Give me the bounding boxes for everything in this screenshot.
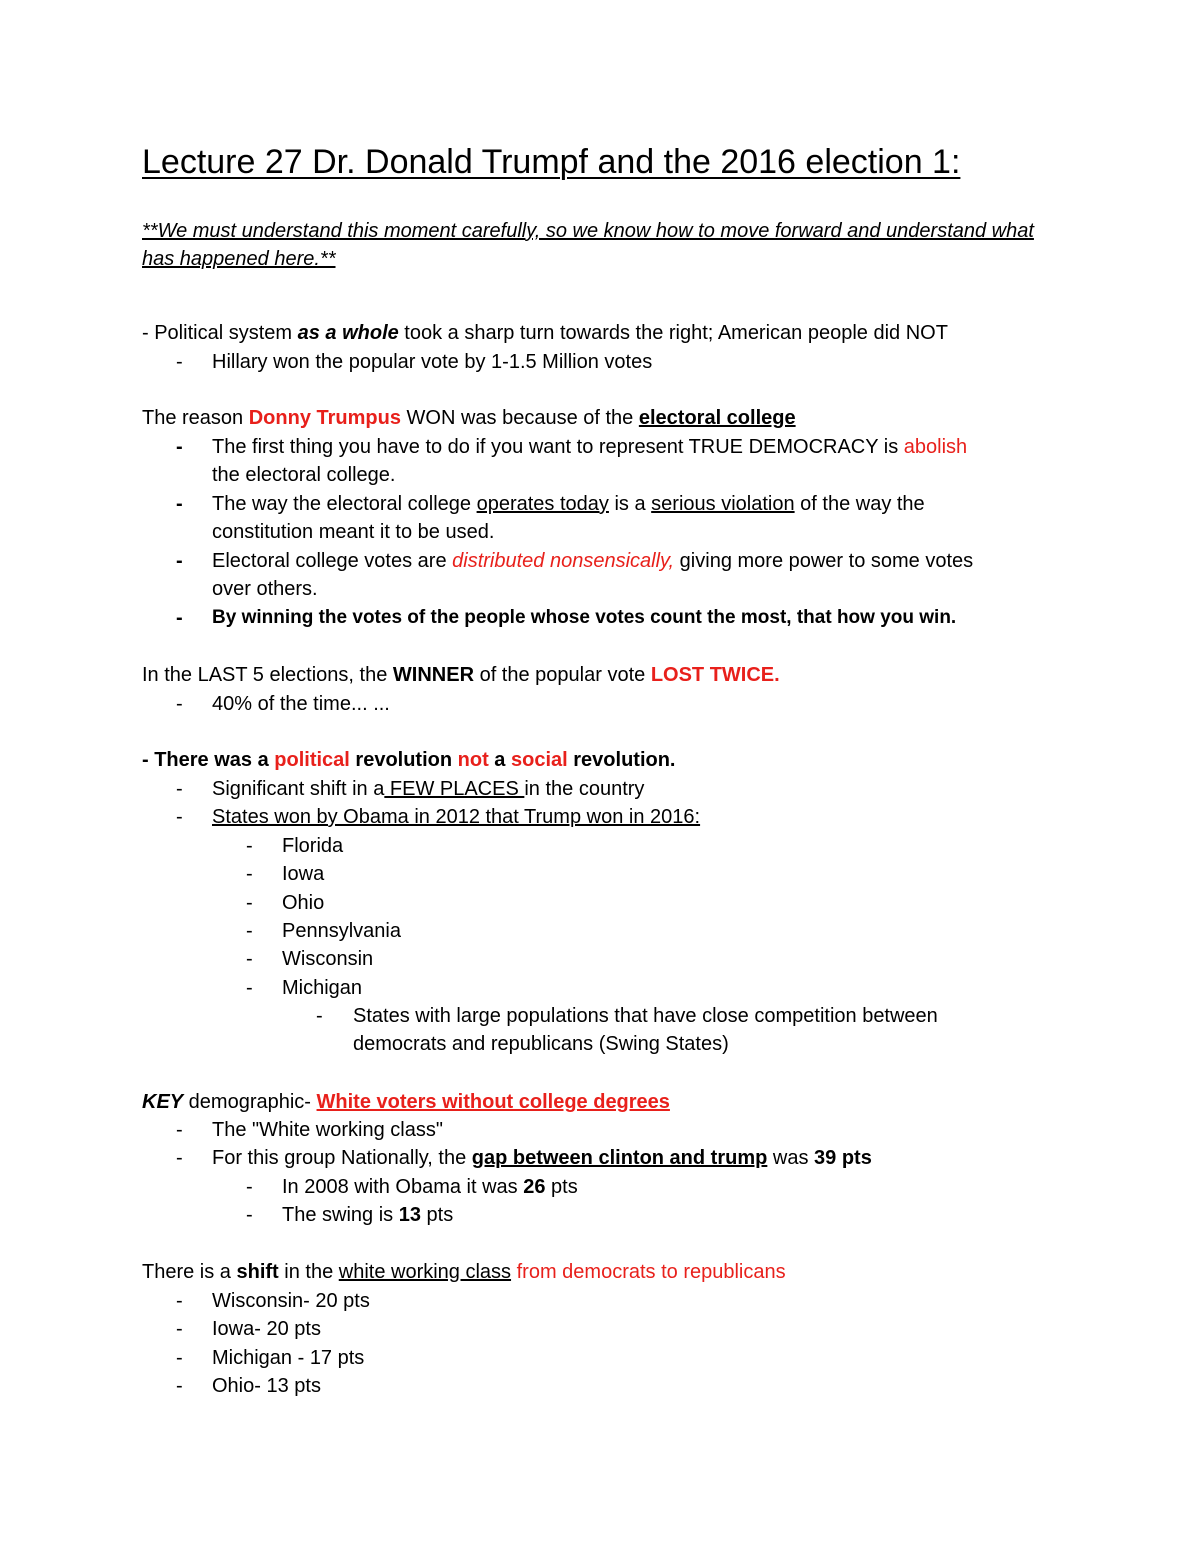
text-span: The way the electoral college xyxy=(212,493,477,515)
bold-value: 13 xyxy=(398,1204,421,1226)
text-span: - Political system xyxy=(142,322,298,344)
bullet-dash: - xyxy=(176,1119,183,1141)
bullet-dash: - xyxy=(246,1204,253,1226)
bullet-dash: - xyxy=(176,550,183,572)
paragraph-political-system xyxy=(142,319,948,347)
few-places-underlined: FEW PLACES xyxy=(384,778,525,800)
shift-item: Michigan - 17 pts xyxy=(212,1347,365,1369)
white-voters-highlight: White voters without college degrees xyxy=(316,1091,670,1113)
paragraph-revolution xyxy=(142,746,676,774)
political-highlight: political xyxy=(274,749,350,771)
bullet-abolish-continued: the electoral college. xyxy=(212,464,396,486)
state-item: Ohio xyxy=(282,892,325,914)
abolish-highlight: abolish xyxy=(903,436,968,458)
text-span: pts xyxy=(545,1176,578,1198)
text-span: pts xyxy=(420,1204,454,1226)
shift-item: Ohio- 13 pts xyxy=(212,1375,321,1397)
text-span: a xyxy=(488,749,511,771)
bullet-dash: - xyxy=(246,920,253,942)
text-span: in the xyxy=(278,1261,339,1283)
page-title: Lecture 27 Dr. Donald Trumpf and the 2016 election 1: xyxy=(142,143,961,181)
bold-text: WINNER xyxy=(392,664,475,686)
bullet-dash: - xyxy=(176,351,183,373)
bullet-dash: - xyxy=(176,806,183,828)
state-item: Florida xyxy=(282,835,344,857)
lost-twice-highlight: LOST TWICE. xyxy=(650,664,780,686)
bullet-abolish xyxy=(212,433,967,461)
distributed-highlight: distributed nonsensically, xyxy=(452,550,675,572)
bullet-swing xyxy=(282,1201,453,1229)
bullet-dash: - xyxy=(176,693,183,715)
emphasis-text: as a whole xyxy=(297,322,399,344)
bullet-popular-vote: Hillary won the popular vote by 1-1.5 Million votes xyxy=(212,351,653,373)
paragraph-reason xyxy=(142,404,796,432)
bullet-states-won: States won by Obama in 2012 that Trump won in 2016: xyxy=(212,806,701,828)
state-item: Michigan xyxy=(282,977,363,999)
bullet-2008-obama xyxy=(282,1173,578,1201)
electoral-college-highlight: electoral college xyxy=(638,407,796,429)
text-span: The swing is xyxy=(282,1204,399,1226)
text-span: - There was a xyxy=(142,749,275,771)
bullet-dash: - xyxy=(176,607,183,629)
bullet-dash: - xyxy=(246,892,253,914)
bullet-dash: - xyxy=(246,948,253,970)
bullet-dash: - xyxy=(246,863,253,885)
bullet-dash: - xyxy=(176,1318,183,1340)
text-span: In the LAST 5 elections, the xyxy=(142,664,393,686)
bullet-dash: - xyxy=(176,1147,183,1169)
bullet-dash: - xyxy=(176,436,183,458)
text-span: was xyxy=(767,1147,815,1169)
text-span: took a sharp turn towards the right; American people did NOT xyxy=(398,322,948,344)
state-item: Wisconsin xyxy=(282,948,374,970)
shift-item: Wisconsin- 20 pts xyxy=(212,1290,370,1312)
subtitle-note: **We must understand this moment carefully, so we know how to move forward and understand what has happened here.** xyxy=(142,220,1034,270)
bullet-violation-continued: constitution meant it to be used. xyxy=(212,521,495,543)
bullet-dash: - xyxy=(176,493,183,515)
underlined-text: serious violation xyxy=(651,493,795,515)
text-span: There is a xyxy=(142,1261,237,1283)
text-span: WON was because of the xyxy=(400,407,639,429)
bullet-dash: - xyxy=(246,977,253,999)
paragraph-last-elections xyxy=(142,661,780,689)
paragraph-key-demographic xyxy=(142,1088,670,1116)
text-span: In 2008 with Obama it was xyxy=(282,1176,524,1198)
text-span: demographic- xyxy=(183,1091,317,1113)
bold-value: 26 xyxy=(523,1176,546,1198)
shift-item: Iowa- 20 pts xyxy=(212,1318,321,1340)
text-span: The first thing you have to do if you want to represent TRUE DEMOCRACY is xyxy=(212,436,904,458)
bullet-white-working-class: The "White working class" xyxy=(212,1119,443,1141)
text-span: Electoral college votes are xyxy=(212,550,453,572)
bold-text: shift xyxy=(236,1261,279,1283)
gap-highlight: gap between clinton and trump xyxy=(471,1147,768,1169)
bullet-significant-shift xyxy=(212,775,644,803)
state-item: Iowa xyxy=(282,863,325,885)
bullet-violation xyxy=(212,490,925,518)
key-label: KEY xyxy=(142,1091,184,1113)
text-span: revolution xyxy=(349,749,458,771)
text-span: is a xyxy=(608,493,652,515)
text-span: of the way the xyxy=(794,493,925,515)
bullet-dash: - xyxy=(176,778,183,800)
name-highlight: Donny Trumpus xyxy=(248,407,401,429)
bullet-winning-votes: By winning the votes of the people whose votes count the most, that how you win. xyxy=(212,607,957,628)
text-span: For this group Nationally, the xyxy=(212,1147,472,1169)
text-span: The reason xyxy=(142,407,249,429)
swing-states-note: States with large populations that have close competition between xyxy=(353,1005,938,1027)
bold-value: 39 pts xyxy=(814,1147,872,1169)
social-highlight: social xyxy=(511,749,568,771)
underlined-text: white working class xyxy=(338,1261,512,1283)
shift-direction-highlight: from democrats to republicans xyxy=(511,1261,786,1283)
paragraph-shift xyxy=(142,1258,786,1286)
state-item: Pennsylvania xyxy=(282,920,401,942)
bullet-dash: - xyxy=(246,1176,253,1198)
bullet-dash: - xyxy=(176,1290,183,1312)
not-highlight: not xyxy=(457,749,489,771)
text-span: in the country xyxy=(524,778,645,800)
bullet-distribution-continued: over others. xyxy=(212,578,318,600)
swing-states-note-continued: democrats and republicans (Swing States) xyxy=(353,1033,729,1055)
text-span: of the popular vote xyxy=(474,664,651,686)
text-span: revolution. xyxy=(567,749,676,771)
text-span: Significant shift in a xyxy=(212,778,385,800)
bullet-dash: - xyxy=(246,835,253,857)
bullet-dash: - xyxy=(316,1005,323,1027)
bullet-40-percent: 40% of the time... ... xyxy=(212,693,390,715)
bullet-gap xyxy=(212,1144,872,1172)
text-span: giving more power to some votes xyxy=(674,550,974,572)
bullet-dash: - xyxy=(176,1347,183,1369)
bullet-distribution xyxy=(212,547,973,575)
bullet-dash: - xyxy=(176,1375,183,1397)
underlined-text: operates today xyxy=(476,493,609,515)
